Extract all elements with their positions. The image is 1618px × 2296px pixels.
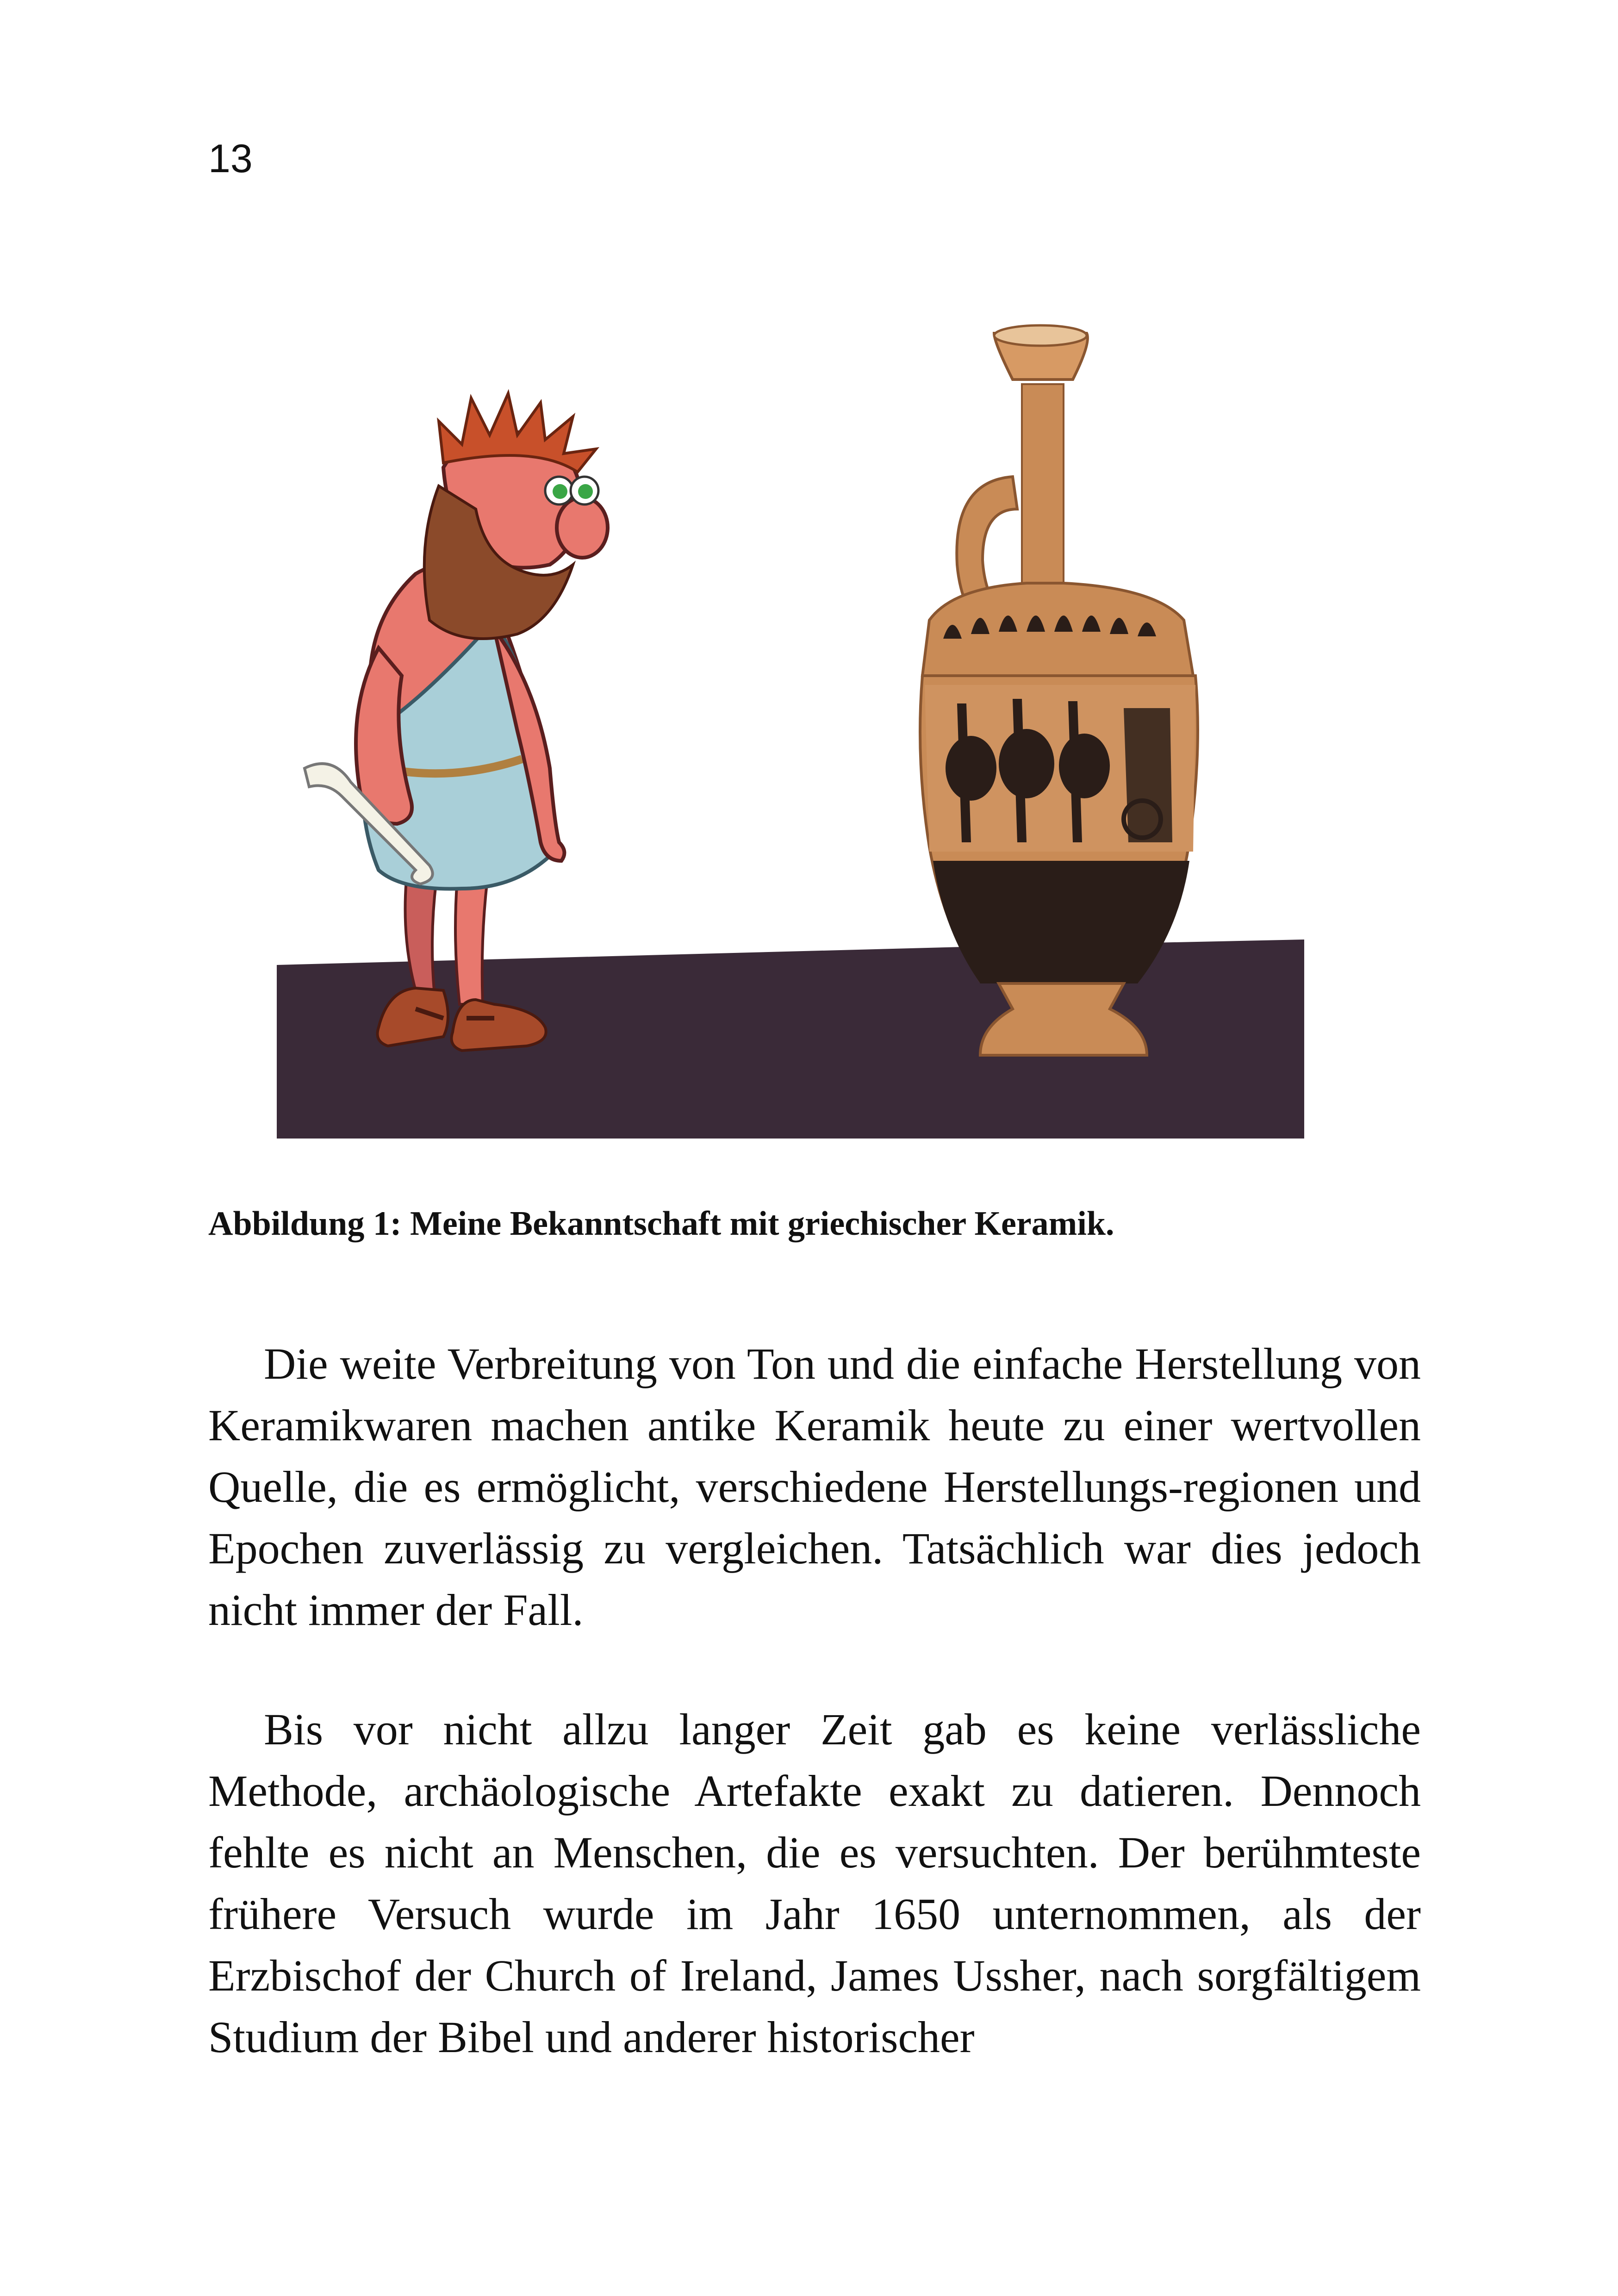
figure-illustration [277,268,1304,1139]
figure-caption: Abbildung 1: Meine Bekanntschaft mit griechischer Keramik. [208,1205,1114,1243]
body-paragraph-2: Bis vor nicht allzu langer Zeit gab es keine verlässliche Methode, archäologische Artefakte exakt zu datieren. Dennoch fehlte es nicht an Menschen, die es versuchten. Der berühmteste frühere Versuch wurde im Jahr 1650 unternommen, als der Erzbischof der Church of Ireland, James Ussher, nach sorgfältigem Studium der Bibel und anderer historischer [208,1705,1421,2062]
body-paragraph-1: Die weite Verbreitung von Ton und die einfache Herstellung von Keramikwaren machen antike Keramik heute zu einer wertvollen Quelle, die es ermöglicht, verschiedene Herstellungs-regionen und Epochen zuverlässig zu vergleichen. Tatsächlich war dies jedoch nicht immer der Fall. [208,1339,1421,1635]
page-number: 13 [208,137,253,181]
